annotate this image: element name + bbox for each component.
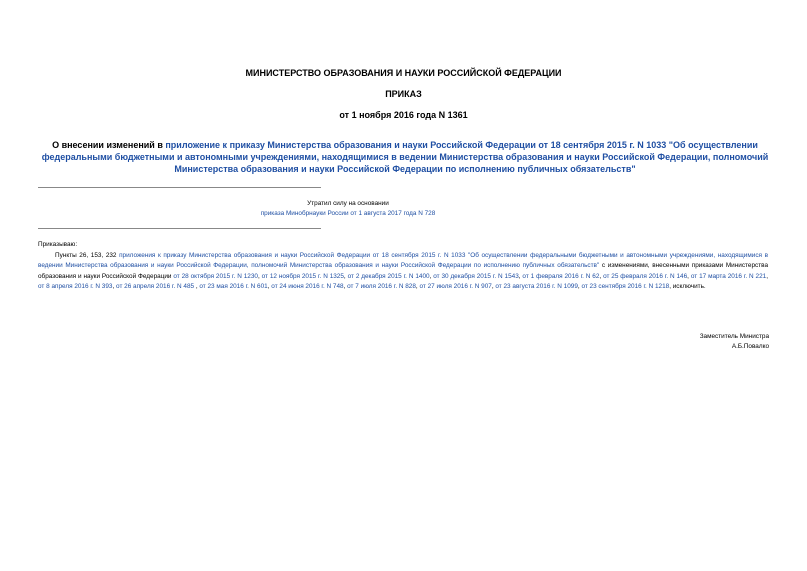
paragraph-start: Пункты 26, 153, 232 — [55, 251, 120, 259]
subject-link[interactable]: приложение к приказу Министерства образования и науки Российской Федерации от 18 сентября 2015 г. N 1033 "Об осуществлении федеральными бюджетными и автономными учреждениями, находящимися в ведении Министерства образования и науки Российской Федерации, полномочий Министерства образования и науки Российской Федерации по исполнению публичных обязательств" — [41, 140, 769, 174]
amendment-link[interactable]: от 1 февраля 2016 г. N 62 — [522, 272, 600, 280]
separator: , — [112, 283, 117, 291]
amendment-link[interactable]: от 23 мая 2016 г. N 601 — [199, 283, 268, 291]
separator: , — [429, 272, 434, 280]
amendment-link[interactable]: от 23 августа 2016 г. N 1099 — [495, 283, 578, 291]
amendment-link[interactable]: от 12 ноября 2015 г. N 1325 — [261, 272, 344, 280]
separator: , — [343, 272, 348, 280]
amendment-link[interactable]: от 17 марта 2016 г. N 221 — [690, 272, 767, 280]
amendment-link[interactable]: от 26 апреля 2016 г. N 485 — [116, 283, 195, 291]
separator: , — [257, 272, 262, 280]
divider-top — [38, 187, 321, 188]
lost-force-link[interactable]: приказа Минобрнауки России от 1 августа 2017 года N 728 — [260, 210, 436, 217]
amendment-link[interactable]: от 7 июля 2016 г. N 828 — [347, 283, 416, 291]
divider-bottom — [38, 228, 321, 229]
ministry-name: МИНИСТЕРСТВО ОБРАЗОВАНИЯ И НАУКИ РОССИЙСКОЙ ФЕДЕРАЦИИ — [245, 68, 562, 78]
amendment-link[interactable]: от 30 декабря 2015 г. N 1543 — [433, 272, 519, 280]
amendment-link[interactable]: от 28 октября 2015 г. N 1230 — [173, 272, 258, 280]
separator: , — [343, 283, 348, 291]
subject-prefix: О внесении изменений в — [52, 140, 166, 150]
order-title: ПРИКАЗ — [385, 89, 422, 99]
signatory-name: А.Б.Повалко — [731, 343, 769, 350]
order-subject — [40, 139, 770, 175]
order-body — [38, 240, 768, 293]
paragraph-end: , исключить. — [669, 283, 706, 291]
amendment-link[interactable]: от 8 апреля 2016 г. N 393 — [38, 283, 113, 291]
separator: , — [687, 272, 691, 280]
amendment-link[interactable]: от 24 июня 2016 г. N 748 — [271, 283, 344, 291]
order-date: от 1 ноября 2016 года N 1361 — [339, 110, 468, 120]
order-paragraph — [38, 251, 768, 293]
separator: , — [415, 283, 420, 291]
amendment-link[interactable]: от 2 декабря 2015 г. N 1400 — [347, 272, 430, 280]
amendment-link[interactable]: от 23 сентября 2016 г. N 1218 — [581, 283, 670, 291]
separator: , — [766, 272, 768, 280]
separator: , — [194, 283, 200, 291]
signature-block — [700, 332, 769, 352]
separator: , — [599, 272, 604, 280]
separator: , — [491, 283, 496, 291]
separator: , — [518, 272, 523, 280]
separator: , — [267, 283, 272, 291]
amendment-link[interactable]: от 25 февраля 2016 г. N 146 — [603, 272, 688, 280]
order-word: Приказываю: — [38, 241, 78, 248]
lost-force-note — [38, 199, 658, 219]
paragraph-mid: с изменениями, внесенными приказами Министерства образования и науки Российской Федерации — [38, 262, 768, 280]
amendment-link[interactable]: от 27 июля 2016 г. N 907 — [419, 283, 492, 291]
lost-force-text: Утратил силу на основании — [307, 200, 389, 207]
paragraph-link-main[interactable]: приложения к приказу Министерства образования и науки Российской Федерации от 18 сентября 2015 г. N 1033 "Об осуществлении федеральными бюджетными и автономными учреждениями, находящимися в ведении Министерства образования и науки Российской Федерации, полномочий Министерства образования и науки Российской Федерации по исполнению публичных обязательств" — [38, 251, 768, 270]
separator: , — [577, 283, 582, 291]
signatory-position: Заместитель Министра — [699, 333, 769, 340]
